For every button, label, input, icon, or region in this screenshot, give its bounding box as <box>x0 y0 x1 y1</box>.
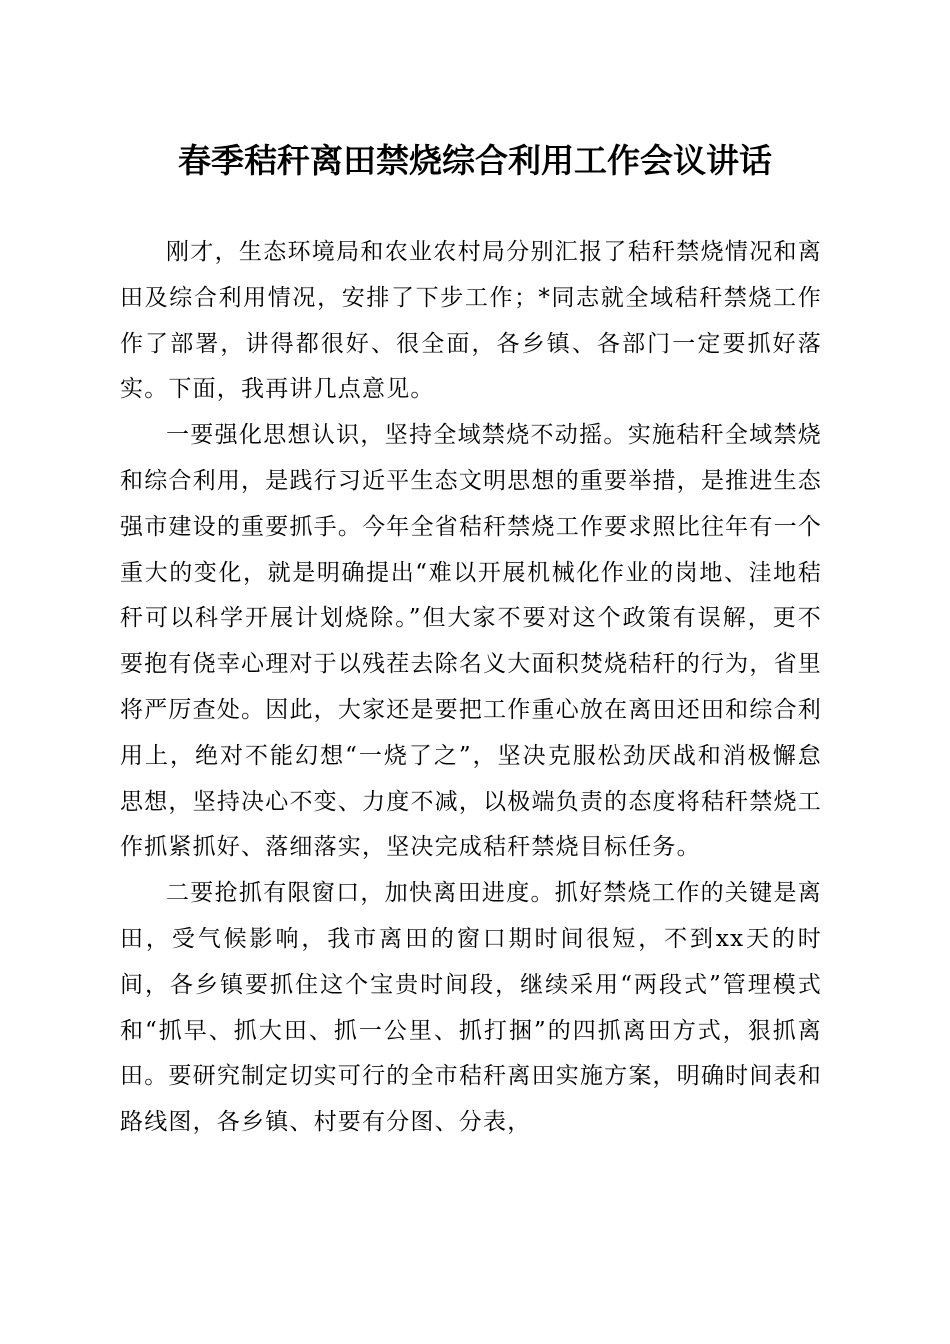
paragraph-point-two: 二要抢抓有限窗口，加快离田进度。抓好禁烧工作的关键是离田，受气候影响，我市离田的窗口期时间很短，不到xx天的时间，各乡镇要抓住这个宝贵时间段，继续采用“两段式”管理模式和“抓早、抓大田、抓一公里、抓打捆”的四抓离田方式，狠抓离田。要研究制定切实可行的全市秸秆离田实施方案，明确时间表和路线图，各乡镇、村要有分图、分表， <box>120 880 822 1136</box>
paragraph-opening: 刚才，生态环境局和农业农村局分别汇报了秸秆禁烧情况和离田及综合利用情况，安排了下步工作；*同志就全域秸秆禁烧工作作了部署，讲得都很好、很全面，各乡镇、各部门一定要抓好落实。下面，我再讲几点意见。 <box>120 239 822 403</box>
document-body <box>120 230 822 1146</box>
document-title: 春季秸秆离田禁烧综合利用工作会议讲话 <box>178 141 772 180</box>
paragraph-point-one: 一要强化思想认识，坚持全域禁烧不动摇。实施秸秆全域禁烧和综合利用，是践行习近平生态文明思想的重要举措，是推进生态强市建设的重要抓手。今年全省秸秆禁烧工作要求照比往年有一个重大的变化，就是明确提出“难以开展机械化作业的岗地、洼地秸秆可以科学开展计划烧除。”但大家不要对这个政策有误解，更不要抱有侥幸心理对于以残茬去除名义大面积焚烧秸秆的行为，省里将严厉查处。因此，大家还是要把工作重心放在离田还田和综合利用上，绝对不能幻想“一烧了之”，坚决克服松劲厌战和消极懈怠思想，坚持决心不变、力度不减，以极端负责的态度将秸秆禁烧工作抓紧抓好、落细落实，坚决完成秸秆禁烧目标任务。 <box>120 422 822 861</box>
